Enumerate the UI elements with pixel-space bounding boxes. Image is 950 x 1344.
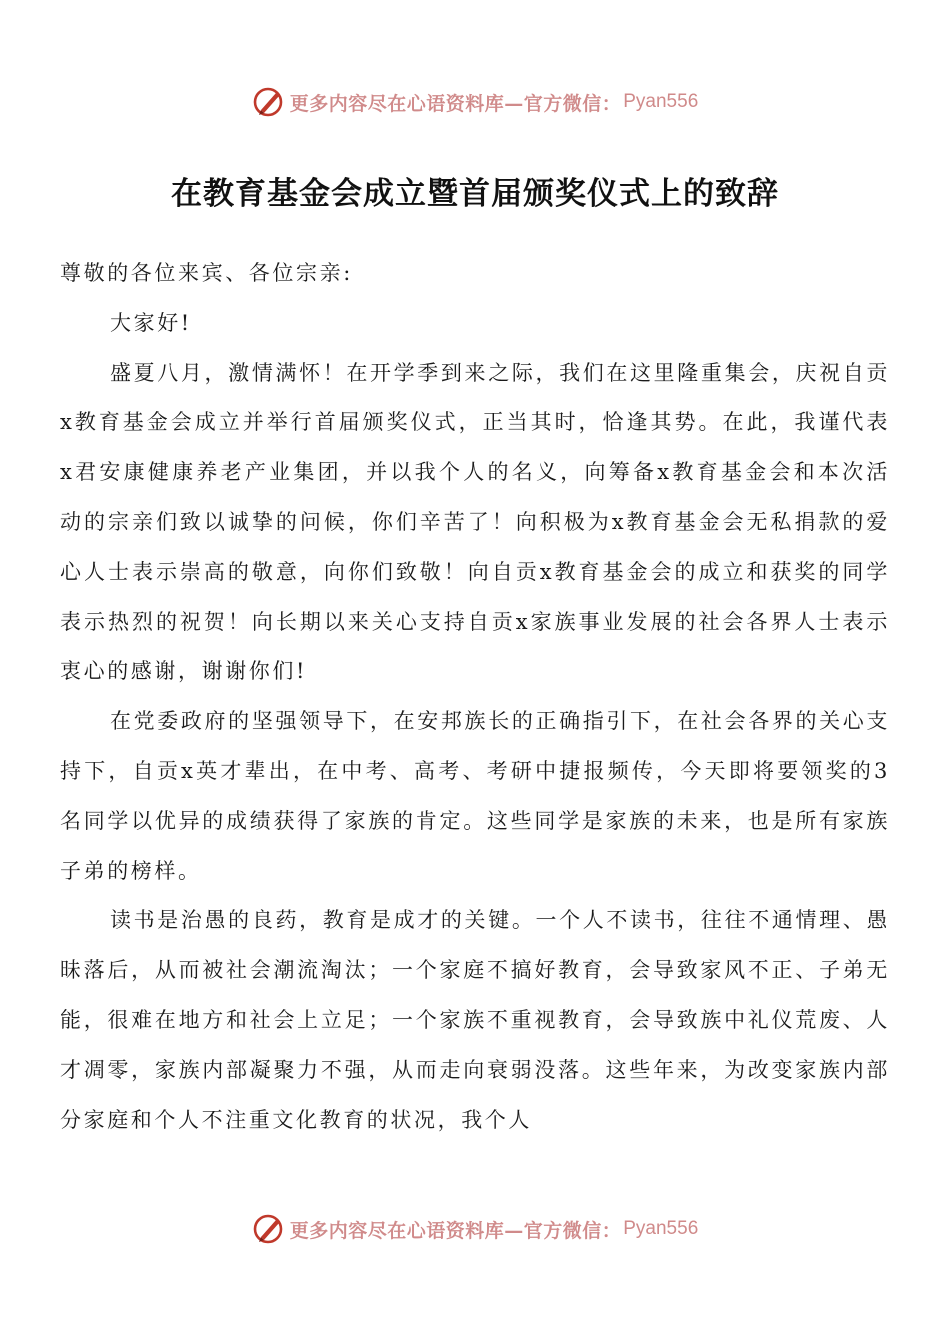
document-title: 在教育基金会成立暨首届颁奖仪式上的致辞 [171, 176, 779, 212]
banner-brand-text: 更多内容尽在心语资料库—官方微信： [289, 92, 622, 115]
footer-banner [0, 1209, 950, 1249]
document-body [60, 249, 890, 1145]
salutation: 尊敬的各位来宾、各位宗亲: [60, 261, 353, 285]
banner-brand-text: 更多内容尽在心语资料库—官方微信： [289, 1219, 622, 1242]
paragraph-1: 盛夏八月，激情满怀！在开学季到来之际，我们在这里隆重集会，庆祝自贡x教育基金会成立并举行首届颁奖仪式，正当其时，恰逢其势。在此，我谨代表x君安康健康养老产业集团，并以我个人的名义，向筹备x教育基金会和本次活动的宗亲们致以诚挚的问候，你们辛苦了！向积极为x教育基金会无私捐款的爱心人士表示崇高的敬意，向你们致敬！向自贡x教育基金会的成立和获奖的同学表示热烈的祝贺！向长期以来关心支持自贡x家族事业发展的社会各界人士表示衷心的感谢，谢谢你们! [60, 360, 890, 684]
pen-logo-icon [252, 85, 286, 119]
banner-wechat-id: Pyan556 [623, 1218, 699, 1239]
paragraph-2: 在党委政府的坚强领导下，在安邦族长的正确指引下，在社会各界的关心支持下，自贡x英才辈出，在中考、高考、考研中捷报频传，今天即将要领奖的3名同学以优异的成绩获得了家族的肯定。这些同学是家族的未来，也是所有家族子弟的榜样。 [60, 709, 890, 883]
banner-wechat-id: Pyan556 [623, 91, 699, 112]
header-banner [0, 82, 950, 122]
greeting: 大家好! [110, 310, 192, 335]
paragraph-3: 读书是治愚的良药，教育是成才的关键。一个人不读书，往往不通情理、愚昧落后，从而被社会潮流淘汰；一个家庭不搞好教育，会导致家风不正、子弟无能，很难在地方和社会上立足；一个家族不重视教育，会导致族中礼仪荒废、人才凋零，家族内部凝聚力不强，从而走向衰弱没落。这些年来，为改变家族内部分家庭和个人不注重文化教育的状况，我个人 [60, 908, 890, 1132]
pen-logo-icon [252, 1212, 286, 1246]
